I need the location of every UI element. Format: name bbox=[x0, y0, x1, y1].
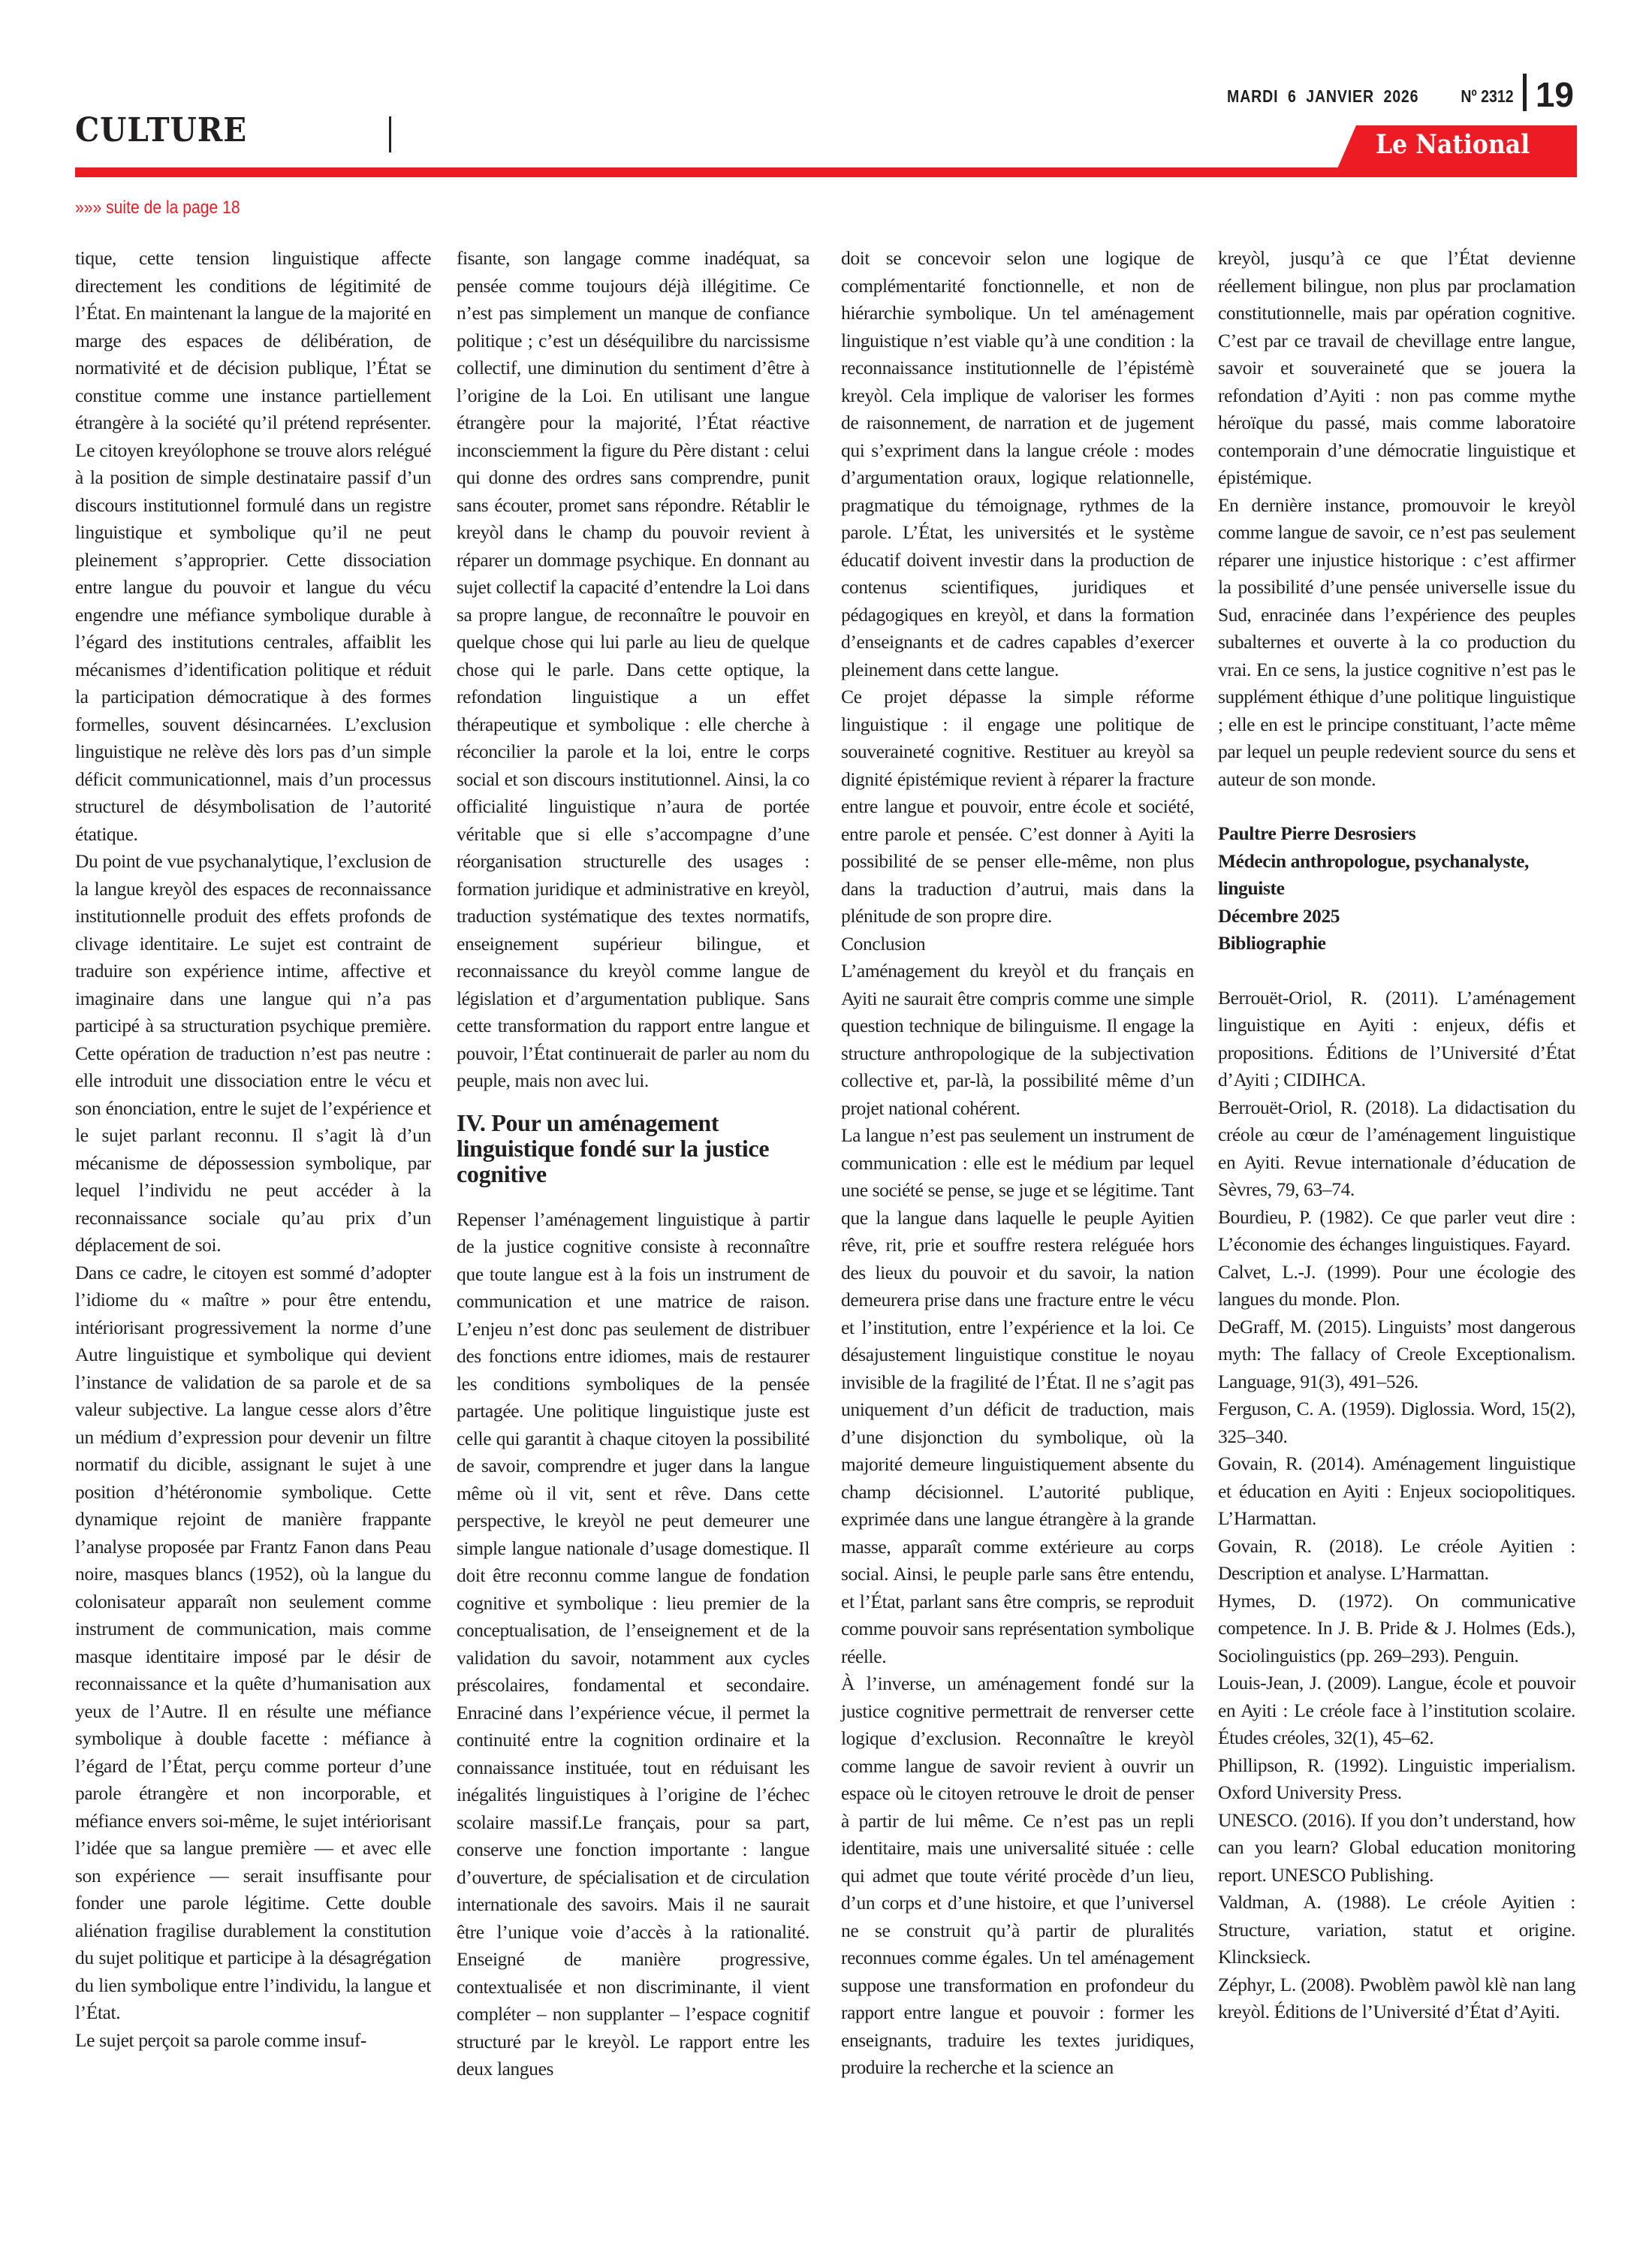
article-column-1 bbox=[75, 245, 431, 2054]
paragraph: Le sujet perçoit sa parole comme insuf- bbox=[75, 2028, 367, 2051]
bibliography-entry: Valdman, A. (1988). Le créole Ayitien : Structure, variation, statut et origine. Klincksieck. bbox=[1218, 1891, 1575, 1968]
continued-from-link[interactable]: »»» suite de la page 18 bbox=[75, 198, 240, 218]
author-title: Médecin anthropologue, psychanalyste, linguiste bbox=[1218, 849, 1530, 899]
signature-date: Décembre 2025 bbox=[1218, 904, 1340, 927]
newspaper-logo: Le National bbox=[1376, 129, 1530, 160]
paragraph: La langue n’est pas seulement un instrument de communication : elle est le médium par lequel une société se pense, se juge et se légitime. Tant que la langue dans laquelle le peuple Ayitien rêve, rit, prie et souffre restera reléguée hors des lieux du pouvoir et du savoir, la nation demeurera prise dans une fracture entre le vécu et l’institution, entre l’expérience et la loi. Ce désajustement linguistique constitue le noyau invisible de la fragilité de l’État. Il ne s’agit pas uniquement d’un déficit de traduction, mais d’une disjonction du symbolique, où la majorité demeure linguistiquement absente du champ décisionnel. L’autorité publique, exprimée dans une langue étrangère à la grande masse, apparaît comme extérieure au corps social. Ainsi, le peuple parle sans être entendu, et l’État, parlant sans être compris, se reproduit comme pouvoir sans représentation symbolique réelle. bbox=[841, 1124, 1194, 1667]
issue-number: Nº 2312 bbox=[1461, 86, 1514, 106]
paragraph: Repenser l’aménagement linguistique à partir de la justice cognitive consiste à reconnaître que toute langue est à la fois un instrument de communication et une matrice de raison. L’enjeu n’est donc pas seulement de distribuer des fonctions entre idiomes, mais de restaurer les conditions symboliques de la pensée partagée. Une politique linguistique juste est celle qui garantit à chaque citoyen la possibilité de savoir, comprendre et juger dans la langue même où il vit, sent et rêve. Dans cette perspective, le kreyòl ne peut demeurer une simple langue nationale d’usage domestique. Il doit être reconnu comme langue de fondation cognitive et symbolique : lieu premier de la conceptualisation, de l’enseignement et de la validation du savoir, notamment aux cycles préscolaires, fondamental et secondaire. Enraciné dans l’expérience vécue, il permet la continuité entre la cognition ordinaire et la connaissance instituée, tout en réduisant les inégalités linguistiques à l’origine de l’échec scolaire massif.Le français, pour sa part, conserve une fonction importante : langue d’ouverture, de spécialisation et de circulation internationale des savoirs. Mais il ne saurait être l’unique voie d’accès à la rationalité. Enseigné de manière progressive, contextualisée et non discriminante, il vient compléter – non supplanter – l’espace cognitif structuré par le kreyòl. Le rapport entre les deux langues bbox=[457, 1208, 809, 2080]
conclusion-heading: Conclusion bbox=[841, 932, 926, 955]
spacer bbox=[1218, 793, 1575, 820]
bibliography-entry: Berrouët-Oriol, R. (2011). L’aménagement linguistique en Ayiti : enjeux, défis et propositions. Éditions de l’Université d’État d’Ayiti ; CIDIHCA. bbox=[1218, 986, 1575, 1090]
paragraph: fisante, son langage comme inadéquat, sa pensée comme toujours déjà illégitime. Ce n’est pas simplement un manque de confiance politique ; c’est un déséquilibre du narcissisme collectif, une diminution du sentiment d’être à l’origine de la Loi. En utilisant une langue étrangère pour la majorité, l’État réactive inconsciemment la figure du Père distant : celui qui donne des ordres sans comprendre, punit sans écouter, promet sans répondre. Rétablir le kreyòl dans le champ du pouvoir revient à réparer un dommage psychique. En donnant au sujet collectif la capacité d’entendre la Loi dans sa propre langue, de reconnaître le pouvoir en quelque chose qui lui parle au lieu de quelque chose qui le parle. Dans cette optique, la refondation linguistique a un effet thérapeutique et symbolique : elle cherche à réconcilier la parole et la loi, entre le corps social et son discours institutionnel. Ainsi, la co officialité linguistique n’aura de portée véritable que si elle s’accompagne d’une réorganisation structurelle des usages : formation juridique et administrative en kreyòl, traduction systématique des textes normatifs, enseignement supérieur bilingue, et reconnaissance du kreyòl comme langue de législation et d’argumentation publique. Sans cette transformation du rapport entre langue et pouvoir, l’État continuerait de parler au nom du peuple, mais non avec lui. bbox=[457, 247, 809, 1091]
bibliography-entry: DeGraff, M. (2015). Linguists’ most dangerous myth: The fallacy of Creole Exceptionalism. Language, 91(3), 491–526. bbox=[1218, 1315, 1575, 1392]
paragraph: doit se concevoir selon une logique de complémentarité fonctionnelle, et non de hiérarchie symbolique. Un tel aménagement linguistique n’est viable qu’à une condition : la reconnaissance institutionnelle de l’épistémè kreyòl. Cela implique de valoriser les formes de raisonnement, de narration et de jugement qui s’expriment dans la langue créole : modes d’argumentation oraux, logique relationnelle, pragmatique du témoignage, rythmes de la parole. L’État, les universités et le système éducatif doivent investir dans la production de contenus scientifiques, juridiques et pédagogiques en kreyòl, et dans la formation d’enseignants et de cadres capables d’exercer pleinement dans cette langue. bbox=[841, 247, 1194, 680]
section-divider bbox=[389, 116, 391, 152]
section-heading: IV. Pour un aménagement linguistique fondé sur la justice cognitive bbox=[457, 1108, 770, 1187]
paragraph: Dans ce cadre, le citoyen est sommé d’adopter l’idiome du « maître » pour être entendu, intériorisant progressivement la norme d’une Autre linguistique et symbolique qui devient l’instance de validation de sa parole et de sa valeur subjective. La langue cesse alors d’être un médium d’expression pour devenir un filtre normatif du dicible, assignant le sujet à une position d’hétéronomie symbolique. Cette dynamique rejoint de manière frappante l’analyse proposée par Frantz Fanon dans Peau noire, masques blancs (1952), où la langue du colonisateur apparaît non seulement comme instrument de communication, mais comme masque identitaire imposé par le désir de reconnaissance et la quête d’humanisation aux yeux de l’Autre. Il en résulte une méfiance symbolique à double facette : méfiance à l’égard de l’État, perçu comme porteur d’une parole étrangère et non incorporable, et méfiance envers soi-même, le sujet intériorisant l’idée que sa langue première — et avec elle son expérience — serait insuffisante pour fonder une parole légitime. Cette double aliénation fragilise durablement la constitution du sujet politique et participe à la désagrégation du lien symbolique entre l’individu, la langue et l’État. bbox=[75, 1261, 431, 2023]
bibliography-entry: Berrouët-Oriol, R. (2018). La didactisation du créole au cœur de l’aménagement linguistique en Ayiti. Revue internationale d’éducation de Sèvres, 79, 63–74. bbox=[1218, 1096, 1575, 1200]
article-column-4 bbox=[1218, 245, 1575, 2026]
bibliography-entry: UNESCO. (2016). If you don’t understand, how can you learn? Global education monitoring report. UNESCO Publishing. bbox=[1218, 1808, 1575, 1886]
bibliography-entry: Calvet, L.-J. (1999). Pour une écologie des langues du monde. Plon. bbox=[1218, 1260, 1575, 1310]
paragraph: L’aménagement du kreyòl et du français en Ayiti ne saurait être compris comme une simple question technique de bilinguisme. Il engage la structure anthropologique de la subjectivation collective et, par-là, la possibilité même d’un projet national cohérent. bbox=[841, 960, 1194, 1119]
paragraph: Ce projet dépasse la simple réforme linguistique : il engage une politique de souveraineté cognitive. Restituer au kreyòl sa dignité épistémique revient à réparer la fracture entre langue et pouvoir, entre école et société, entre parole et pensée. C’est donner à Ayiti la possibilité de se penser elle-même, non plus dans la traduction d’autrui, mais dans la plénitude de son propre dire. bbox=[841, 686, 1194, 927]
article-column-2 bbox=[457, 245, 809, 2083]
article-column-3 bbox=[841, 245, 1194, 2082]
bibliography-entry: Phillipson, R. (1992). Linguistic imperialism. Oxford University Press. bbox=[1218, 1754, 1575, 1803]
header-divider bbox=[1523, 74, 1527, 111]
bibliography-entry: Govain, R. (2018). Le créole Ayitien : Description et analyse. L’Harmattan. bbox=[1218, 1534, 1575, 1584]
paragraph: Du point de vue psychanalytique, l’exclusion de la langue kreyòl des espaces de reconnaissance institutionnelle produit des effets profonds de clivage identitaire. Le sujet est contraint de traduire son expérience intime, affective et imaginaire dans une langue qui n’a pas participé à sa structuration psychique première. Cette opération de traduction n’est pas neutre : elle introduit une dissociation entre le vécu et son énonciation, entre le sujet de l’expérience et le sujet parlant reconnu. Il s’agit là d’un mécanisme de dépossession symbolique, par lequel l’individu ne peut accéder à la reconnaissance sociale qu’au prix d’un déplacement de soi. bbox=[75, 850, 431, 1256]
bibliography-heading: Bibliographie bbox=[1218, 932, 1326, 954]
paragraph: En dernière instance, promouvoir le kreyòl comme langue de savoir, ce n’est pas seulement réparer une injustice historique : c’est affirmer la possibilité d’une pensée universelle issue du Sud, enracinée dans l’expérience des peuples subalternes et ouverte à la co production du vrai. En ce sens, la justice cognitive n’est pas le supplément éthique d’une politique linguistique ; elle en est le principe constituant, l’acte même par lequel un peuple redevient source du sens et auteur de son monde. bbox=[1218, 493, 1575, 790]
bibliography-entry: Govain, R. (2014). Aménagement linguistique et éducation en Ayiti : Enjeux sociopolitiques. L’Harmattan. bbox=[1218, 1452, 1575, 1529]
bibliography-entry: Zéphyr, L. (2008). Pwoblèm pawòl klè nan lang kreyòl. Éditions de l’Université d’État d’Ayiti. bbox=[1218, 1973, 1575, 2022]
paragraph: tique, cette tension linguistique affecte directement les conditions de légitimité de l’État. En maintenant la langue de la majorité en marge des espaces de délibération, de normativité et de décision publique, l’État se constitue comme une instance partiellement étrangère à la société qu’il prétend représenter. Le citoyen kreyólophone se trouve alors relégué à la position de simple destinataire passif d’un discours institutionnel formulé dans un registre linguistique et symbolique qu’il ne peut pleinement s’approprier. Cette dissociation entre langue du pouvoir et langue du vécu engendre une méfiance symbolique durable à l’égard des institutions centrales, affaiblit les mécanismes d’identification politique et réduit la participation démocratique à des formes formelles, souvent désincarnées. L’exclusion linguistique ne relève dès lors pas d’un simple déficit communicationnel, mais d’un processus structurel de désymbolisation de l’autorité étatique. bbox=[75, 247, 431, 845]
bibliography-entry: Bourdieu, P. (1982). Ce que parler veut dire : L’économie des échanges linguistiques. Fayard. bbox=[1218, 1205, 1575, 1255]
author-name: Paultre Pierre Desrosiers bbox=[1218, 822, 1416, 844]
paragraph: kreyòl, jusqu’à ce que l’État devienne réellement bilingue, non plus par proclamation constitutionnelle, mais par opération cognitive. C’est par ce travail de chevillage entre langue, savoir et souveraineté que se jouera la refondation d’Ayiti : non pas comme mythe héroïque du passé, mais comme laboratoire contemporain d’une démocratie linguistique et épistémique. bbox=[1218, 247, 1575, 488]
bibliography-entry: Ferguson, C. A. (1959). Diglossia. Word, 15(2), 325–340. bbox=[1218, 1398, 1575, 1447]
paragraph: À l’inverse, un aménagement fondé sur la justice cognitive permettrait de renverser cette logique d’exclusion. Reconnaître le kreyòl comme langue de savoir revient à ouvrir un espace où le citoyen retrouve le droit de penser à partir de lui même. Ce n’est pas un repli identitaire, mais une universalité située : celle qui admet que toute vérité procède d’un lieu, d’un corps et d’une histoire, et que l’universel ne se construit qu’à partir de pluralités reconnues comme égales. Un tel aménagement suppose une transformation en profondeur du rapport entre langue et pouvoir : former les enseignants, traduire les textes juridiques, produire la recherche et la science an bbox=[841, 1672, 1194, 2078]
bibliography-entry: Louis-Jean, J. (2009). Langue, école et pouvoir en Ayiti : Le créole face à l’institution scolaire. Études créoles, 32(1), 45–62. bbox=[1218, 1672, 1575, 1748]
masthead-meta bbox=[1193, 74, 1574, 114]
issue-date: MARDI 6 JANVIER 2026 bbox=[1226, 86, 1419, 106]
spacer bbox=[1218, 958, 1575, 985]
section-title: CULTURE bbox=[75, 111, 248, 149]
bibliography-entry: Hymes, D. (1972). On communicative competence. In J. B. Pride & J. Holmes (Eds.), Sociolinguistics (pp. 269–293). Penguin. bbox=[1218, 1589, 1575, 1666]
page-number: 19 bbox=[1535, 75, 1574, 114]
